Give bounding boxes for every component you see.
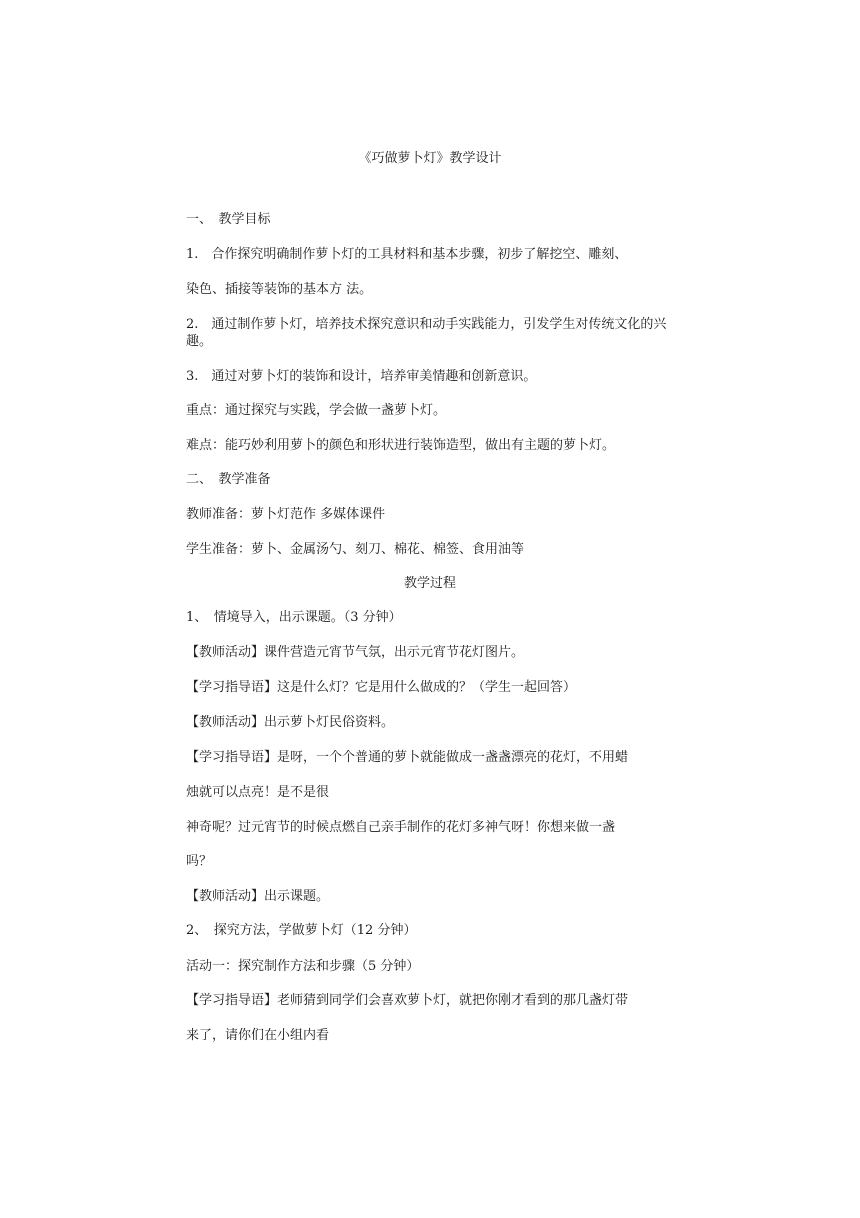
paragraph-line: 【学习指导语】这是什么灯？它是用什么做成的？（学生一起回答） <box>186 680 577 695</box>
paragraph-line: 3. 通过对萝卜灯的装饰和设计，培养审美情趣和创新意识。 <box>186 369 537 384</box>
paragraph-line: 烛就可以点亮！是不是很 <box>186 785 330 800</box>
paragraph-line: 学生准备：萝卜、金属汤勺、刻刀、棉花、棉签、食用油等 <box>186 542 525 557</box>
paragraph-line: 染色、插接等装饰的基本方 法。 <box>186 282 373 297</box>
paragraph-line: 【学习指导语】老师猜到同学们会喜欢萝卜灯，就把你刚才看到的那几盏灯带 <box>186 993 629 1008</box>
paragraph-line: 2、 探究方法，学做萝卜灯（12 分钟） <box>186 923 417 938</box>
paragraph-line: 【教师活动】出示课题。 <box>186 889 330 904</box>
paragraph-line: 【学习指导语】是呀，一个个普通的萝卜就能做成一盏盏漂亮的花灯，不用蜡 <box>186 750 629 765</box>
paragraph-line: 教师准备：萝卜灯范作 多媒体课件 <box>186 507 386 522</box>
difficulty-line: 难点：能巧妙利用萝卜的颜色和形状进行装饰造型，做出有主题的萝卜灯。 <box>186 438 616 453</box>
paragraph-line: 神奇呢？过元宵节的时候点燃自己亲手制作的花灯多神气呀！你想来做一盏 <box>186 820 616 835</box>
paragraph-line: 1、 情境导入，出示课题。（3 分钟） <box>186 610 402 625</box>
document-title: 《巧做萝卜灯》教学设计 <box>358 151 502 166</box>
paragraph-line: 1. 合作探究明确制作萝卜灯的工具材料和基本步骤，初步了解挖空、雕刻、 <box>186 247 628 262</box>
paragraph-line: 【教师活动】课件营造元宵节气氛，出示元宵节花灯图片。 <box>186 645 525 660</box>
section-heading-process: 教学过程 <box>403 576 456 591</box>
paragraph-line: 来了，请你们在小组内看 <box>186 1028 330 1043</box>
key-point-line: 重点：通过探究与实践，学会做一盏萝卜灯。 <box>186 403 447 418</box>
paragraph-line: 【教师活动】出示萝卜灯民俗资料。 <box>186 715 395 730</box>
paragraph-line: 2. 通过制作萝卜灯，培养技术探究意识和动手实践能力，引发学生对传统文化的兴趣。 <box>186 317 667 349</box>
paragraph-line: 吗？ <box>186 854 213 869</box>
section-heading-preparation: 二、 教学准备 <box>186 472 271 487</box>
section-heading-objectives: 一、 教学目标 <box>186 212 271 227</box>
paragraph-line: 活动一：探究制作方法和步骤（5 分钟） <box>186 959 420 974</box>
